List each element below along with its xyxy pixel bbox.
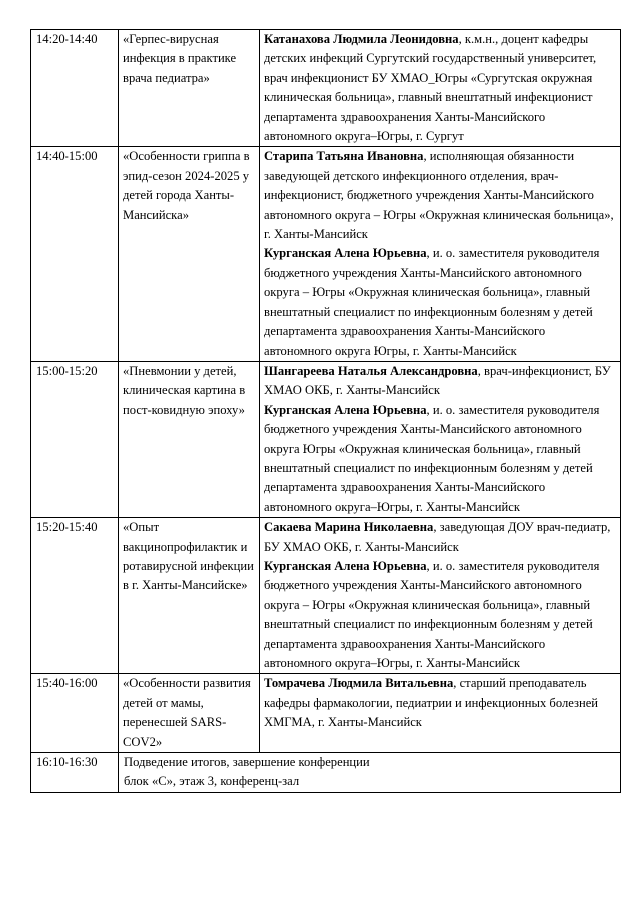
speaker-details: , исполняющая обязанности заведующей детского инфекционного отделения, врач-инфекционист, бюджетного учреждения Ханты-Мансийского автономного округа – Югры «Окружная клиническая больница», г. Ханты-Мансийск <box>264 149 614 242</box>
speaker-details: , и. о. заместителя руководителя бюджетного учреждения Ханты-Мансийского автономного округа – Югры «Окружная клиническая больница», главный внештатный специалист по инфекционным болезням у детей департамента здравоохранения Ханты-Мансийского автономного округа Югры, г. Ханты-Мансийск <box>264 246 600 358</box>
closing-time: 16:10-16:30 <box>31 753 119 793</box>
session-time: 15:20-15:40 <box>31 518 119 674</box>
speaker-name: Томрачева Людмила Витальевна <box>264 676 454 691</box>
session-topic: «Особенности гриппа в эпид-сезон 2024-2025 у детей города Ханты-Мансийска» <box>119 147 260 361</box>
session-topic: «Герпес-вирусная инфекция в практике врача педиатра» <box>119 30 260 147</box>
session-speakers <box>260 518 621 674</box>
table-row <box>31 30 621 147</box>
table-row <box>31 361 621 517</box>
session-time: 14:40-15:00 <box>31 147 119 361</box>
session-time: 15:00-15:20 <box>31 361 119 517</box>
speaker-details: , и. о. заместителя руководителя бюджетного учреждения Ханты-Мансийского автономного округа – Югры «Окружная клиническая больница», главный внештатный специалист по инфекционным болезням у детей департамента здравоохранения Ханты-Мансийского автономного округа–Югры, г. Ханты-Мансийск <box>264 558 600 670</box>
speaker-entry <box>264 147 616 244</box>
speaker-name: Курганская Алена Юрьевна <box>264 558 427 573</box>
table-row <box>31 518 621 674</box>
closing-line-2: блок «С», этаж 3, конференц-зал <box>124 774 300 789</box>
speaker-name: Старипа Татьяна Ивановна <box>264 149 424 164</box>
session-speakers <box>260 361 621 517</box>
speaker-name: Шангареева Наталья Александровна <box>264 363 478 378</box>
session-topic: «Опыт вакцинопрофилактик и ротавирусной инфекции в г. Ханты-Мансийске» <box>119 518 260 674</box>
session-speakers <box>260 674 621 753</box>
speaker-details: , врач-инфекционист, БУ ХМАО ОКБ, г. Ханты-Мансийск <box>264 363 611 398</box>
speaker-entry <box>264 362 616 401</box>
speaker-details: , и. о. заместителя руководителя бюджетного учреждения Ханты-Мансийского автономного округа Югры «Окружная клиническая больница», главный внештатный специалист по инфекционным болезням у детей департамента здравоохранения Ханты-Мансийского автономного округа–Югры, г. Ханты-Мансийск <box>264 402 600 514</box>
speaker-entry <box>264 30 616 146</box>
session-topic: «Пневмонии у детей, клиническая картина в пост-ковидную эпоху» <box>119 361 260 517</box>
speaker-entry <box>264 401 616 517</box>
speaker-entry <box>264 674 616 732</box>
speaker-name: Сакаева Марина Николаевна <box>264 520 434 535</box>
session-topic: «Особенности развития детей от мамы, перенесшей SARS-COV2» <box>119 674 260 753</box>
table-row <box>31 674 621 753</box>
speaker-entry <box>264 518 616 557</box>
table-row <box>31 147 621 361</box>
speaker-entry <box>264 557 616 673</box>
closing-line-1: Подведение итогов, завершение конференции <box>124 755 370 770</box>
session-speakers <box>260 147 621 361</box>
speaker-name: Катанахова Людмила Леонидовна <box>264 32 459 46</box>
session-speakers <box>260 30 621 147</box>
speaker-name: Курганская Алена Юрьевна <box>264 402 427 417</box>
program-table <box>30 29 621 793</box>
closing-row <box>31 753 621 793</box>
closing-description <box>119 753 621 793</box>
speaker-details: , заведующая ДОУ врач-педиатр, БУ ХМАО ОКБ, г. Ханты-Мансийск <box>264 520 611 554</box>
session-time: 15:40-16:00 <box>31 674 119 753</box>
speaker-details: , к.м.н., доцент кафедры детских инфекций Сургутский государственный университет, врач инфекционист БУ ХМАО_Югры «Сургутская окружная клиническая больница», главный внештатный инфекционист департамента здравоохранения Ханты-Мансийского автономного округа–Югры, г. Сургут <box>264 32 597 144</box>
speaker-entry <box>264 244 616 360</box>
speaker-name: Курганская Алена Юрьевна <box>264 246 427 261</box>
session-time: 14:20-14:40 <box>31 30 119 147</box>
speaker-details: , старший преподаватель кафедры фармакологии, педиатрии и инфекционных болезней ХМГМА, г. Ханты-Мансийск <box>264 676 599 730</box>
